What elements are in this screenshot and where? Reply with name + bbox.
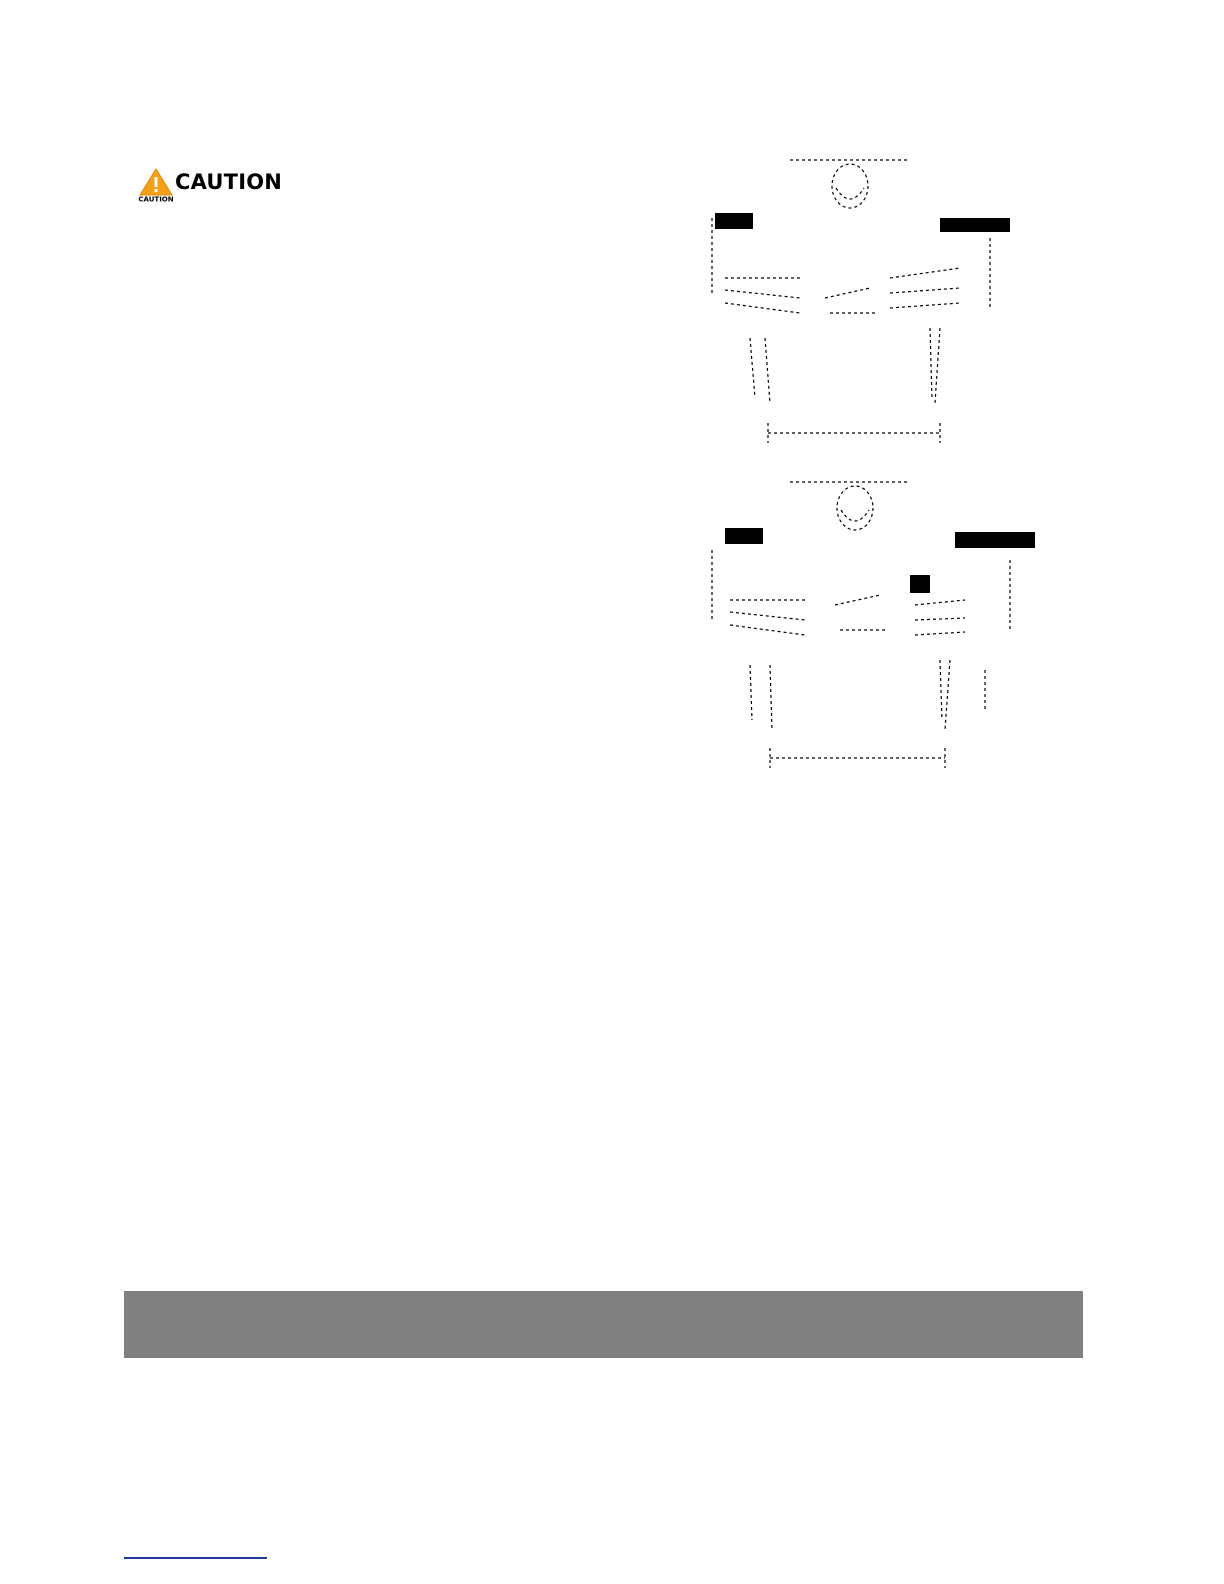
warning-triangle-icon	[138, 168, 174, 202]
connection-diagrams	[640, 148, 1060, 778]
caution-heading: CAUTION	[175, 170, 283, 194]
section-band	[124, 1291, 1083, 1358]
caution-icon-label: CAUTION	[138, 195, 174, 202]
device-connection-diagram	[640, 148, 1060, 778]
diagram-figure-1	[712, 160, 1010, 443]
diagram-figure-2	[712, 482, 1035, 768]
footer-rule	[124, 1557, 267, 1559]
caution-notice	[138, 168, 298, 204]
